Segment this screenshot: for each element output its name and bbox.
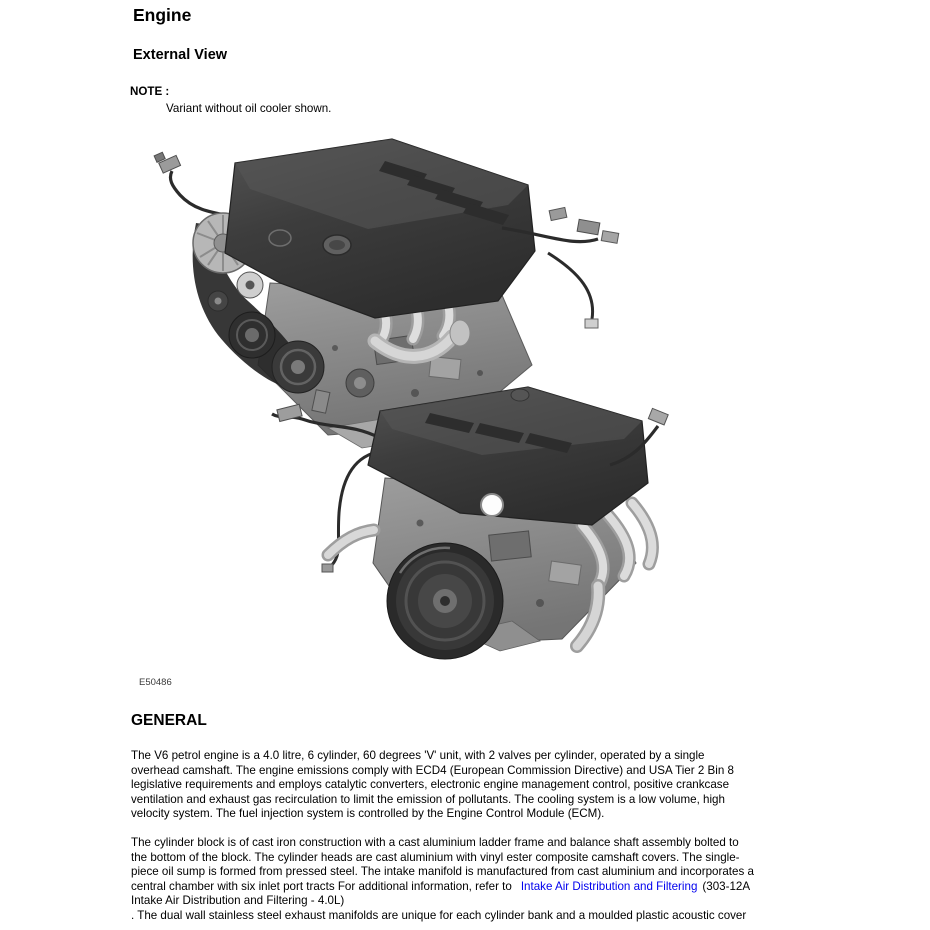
link-line-post-text: (303-12A: [702, 879, 751, 893]
figure-caption: E50486: [139, 677, 172, 688]
text-line: The cylinder block is of cast iron construction with a cast aluminium ladder frame and balance shaft assembly bolted to: [131, 836, 739, 849]
cover-badge: [269, 230, 291, 246]
oil-filler-cap-rear: [481, 494, 503, 516]
text-line: Intake Air Distribution and Filtering - 4.0L): [131, 894, 345, 908]
text-line: . The dual wall stainless steel exhaust manifolds are unique for each cylinder bank and a moulded plastic acoustic cover: [131, 908, 747, 922]
section-heading-external-view: External View: [133, 47, 228, 63]
flywheel: [387, 543, 503, 659]
note-text: Variant without oil cooler shown.: [166, 102, 332, 115]
general-heading: GENERAL: [131, 712, 207, 729]
note-label: NOTE :: [130, 85, 170, 98]
text-line-with-link: [131, 880, 871, 895]
text-line: ventilation and exhaust gas recirculation to limit the emission of pollutants. The cooling system is a low volume, high: [131, 792, 725, 806]
text-line: overhead camshaft. The engine emissions comply with ECD4 (European Commission Directive) and USA Tier 2 Bin 8: [131, 763, 734, 777]
text-line: the bottom of the block. The cylinder heads are cast aluminium with vinyl ester composite camshaft covers. The single-: [131, 850, 740, 864]
text-line: piece oil sump is formed from pressed steel. The intake manifold is manufactured from cast aluminium and incorporates a: [131, 865, 754, 879]
link-line-pre-text: central chamber with six inlet port tracts For additional information, refer to: [131, 879, 512, 893]
page-title: Engine: [133, 5, 192, 25]
text-line: legislative requirements and employs catalytic converters, electronic engine management control, positive crankcase: [131, 778, 730, 792]
text-line: The V6 petrol engine is a 4.0 litre, 6 cylinder, 60 degrees 'V' unit, with 2 valves per cylinder, operated by a single: [131, 749, 705, 762]
exhaust-pipe-left-rear: [328, 530, 374, 555]
rear-cover-cap: [511, 389, 529, 401]
engine-illustration: [130, 133, 730, 678]
paragraph-general-1: [131, 749, 871, 822]
engine-figure: [130, 133, 730, 678]
intake-air-distribution-link[interactable]: Intake Air Distribution and Filtering: [520, 879, 698, 893]
text-line: velocity system. The fuel injection system is controlled by the Engine Control Module (ECM).: [131, 807, 605, 821]
paragraph-general-2: [131, 836, 871, 923]
